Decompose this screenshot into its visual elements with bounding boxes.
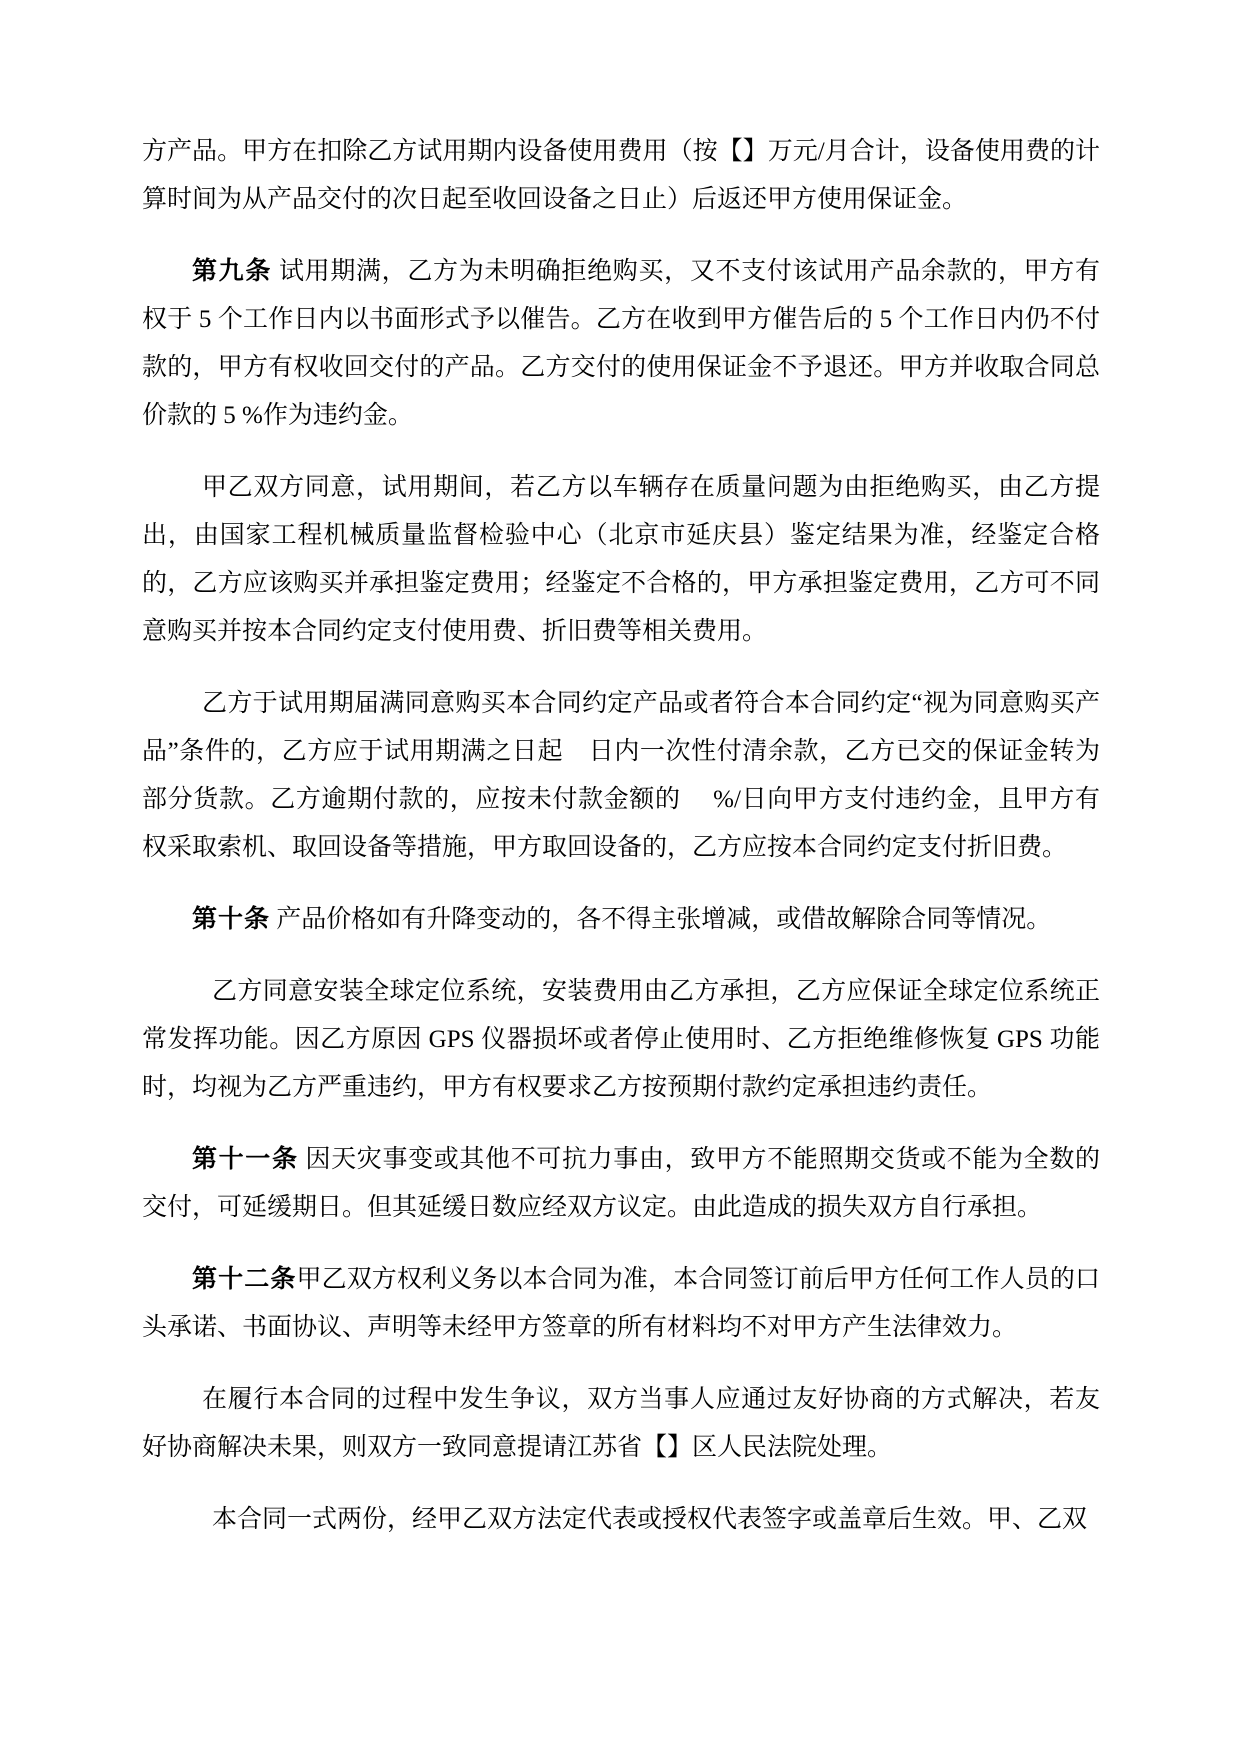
paragraph-gps-installation bbox=[142, 968, 1100, 1112]
paragraph-quality-dispute bbox=[142, 464, 1100, 656]
paragraph-dispute-resolution bbox=[142, 1376, 1100, 1472]
paragraph-clause-11 bbox=[142, 1136, 1100, 1232]
paragraph-clause-12 bbox=[142, 1256, 1100, 1352]
paragraph-clause-9 bbox=[142, 248, 1100, 440]
article-label-clause-9: 第九条 bbox=[192, 258, 273, 285]
paragraph-text: 在履行本合同的过程中发生争议，双方当事人应通过友好协商的方式解决，若友好协商解决未果，则双方一致同意提请江苏省【】区人民法院处理。 bbox=[142, 1386, 1100, 1461]
paragraph-text: 甲乙双方同意，试用期间，若乙方以车辆存在质量问题为由拒绝购买，由乙方提出，由国家工程机械质量监督检验中心（北京市延庆县）鉴定结果为准，经鉴定合格的，乙方应该购买并承担鉴定费用；经鉴定不合格的，甲方承担鉴定费用，乙方可不同意购买并按本合同约定支付使用费、折旧费等相关费用。 bbox=[142, 474, 1100, 645]
paragraph-text: 乙方同意安装全球定位系统，安装费用由乙方承担，乙方应保证全球定位系统正常发挥功能。因乙方原因 GPS 仪器损坏或者停止使用时、乙方拒绝维修恢复 GPS 功能时，均视为乙方严重违约，甲方有权要求乙方按预期付款约定承担违约责任。 bbox=[142, 978, 1100, 1101]
article-label-clause-11: 第十一条 bbox=[192, 1146, 299, 1173]
paragraph-text: 方产品。甲方在扣除乙方试用期内设备使用费用（按【】万元/月合计，设备使用费的计算时间为从产品交付的次日起至收回设备之日止）后返还甲方使用保证金。 bbox=[142, 138, 1100, 213]
paragraph-continuation bbox=[142, 128, 1100, 224]
article-label-clause-12: 第十二条 bbox=[192, 1266, 297, 1293]
paragraph-purchase-payment bbox=[142, 680, 1100, 872]
paragraph-counterparts-effectiveness bbox=[142, 1496, 1100, 1544]
paragraph-text: 乙方于试用期届满同意购买本合同约定产品或者符合本合同约定“视为同意购买产品”条件的，乙方应于试用期满之日起 日内一次性付清余款，乙方已交的保证金转为部分货款。乙方逾期付款的，应按未付款金额的 %/日向甲方支付违约金，且甲方有权采取索机、取回设备等措施，甲方取回设备的，乙方应按本合同约定支付折旧费。 bbox=[142, 690, 1100, 861]
paragraph-text: 本合同一式两份，经甲乙双方法定代表或授权代表签字或盖章后生效。甲、乙双 bbox=[212, 1506, 1088, 1533]
paragraph-text: 产品价格如有升降变动的，各不得主张增减，或借故解除合同等情况。 bbox=[270, 906, 1052, 933]
paragraph-text: 试用期满，乙方为未明确拒绝购买，又不支付该试用产品余款的，甲方有权于 5 个工作日内以书面形式予以催告。乙方在收到甲方催告后的 5 个工作日内仍不付款的，甲方有权收回交付的产品。乙方交付的使用保证金不予退还。甲方并收取合同总价款的 5 %作为违约金。 bbox=[142, 258, 1100, 429]
paragraph-text: 甲乙双方权利义务以本合同为准，本合同签订前后甲方任何工作人员的口头承诺、书面协议、声明等未经甲方签章的所有材料均不对甲方产生法律效力。 bbox=[142, 1266, 1100, 1341]
paragraph-clause-10 bbox=[142, 896, 1100, 944]
article-label-clause-10: 第十条 bbox=[192, 906, 271, 933]
paragraph-text: 因天灾事变或其他不可抗力事由，致甲方不能照期交货或不能为全数的交付，可延缓期日。但其延缓日数应经双方议定。由此造成的损失双方自行承担。 bbox=[142, 1146, 1100, 1221]
